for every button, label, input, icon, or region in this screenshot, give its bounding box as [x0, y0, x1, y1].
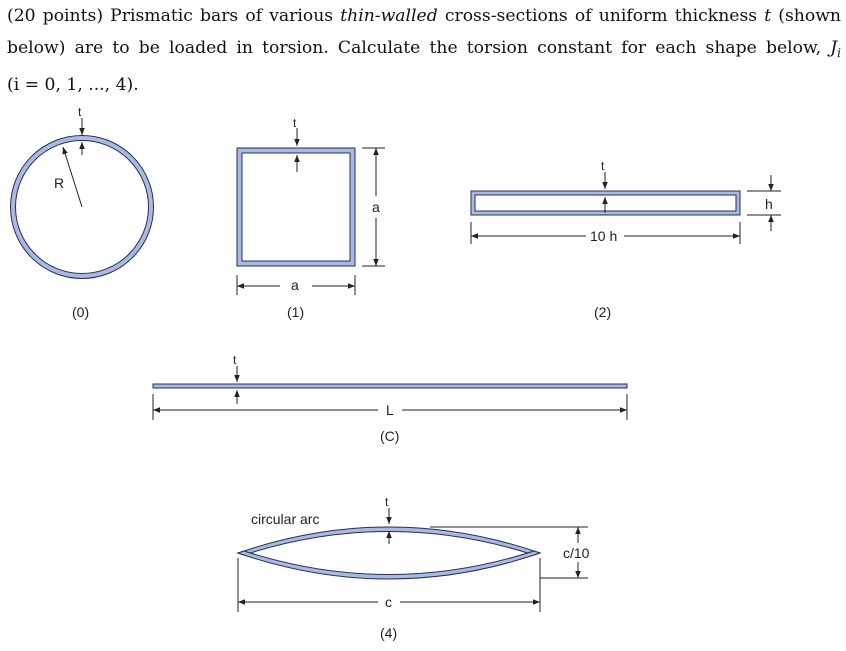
caption-0: (0) [72, 304, 90, 320]
length-label: L [386, 402, 394, 418]
thickness-symbol: t [764, 6, 772, 26]
caption-2: (2) [594, 304, 612, 320]
shape-2-rectangle [471, 159, 781, 320]
side-label-right: a [372, 199, 380, 215]
caption-3: (C) [380, 428, 400, 444]
shape-0-circle [13, 105, 151, 320]
rise-label: c/10 [563, 545, 590, 561]
caption-1: (1) [287, 304, 305, 320]
shape-1-square [237, 116, 385, 320]
torsion-symbol: J [830, 38, 838, 58]
arc-label: circular arc [251, 511, 320, 527]
problem-line-3: (i = 0, 1, ..., 4). [7, 75, 139, 96]
square-inner [242, 153, 350, 261]
strip [153, 384, 627, 388]
shape-4-lens [238, 495, 590, 641]
lower-arc [238, 551, 540, 579]
problem-text: (shown [771, 6, 841, 26]
caption-4: (4) [380, 625, 398, 641]
shape-3-strip [153, 353, 627, 444]
radius-label: R [54, 175, 65, 191]
problem-text: (20 points) Prismatic bars of various [7, 6, 341, 26]
thickness-label: t [601, 159, 605, 173]
thickness-label: t [78, 105, 82, 119]
problem-text: below) are to be loaded in torsion. Calculate the torsion constant for each shape below, [7, 38, 822, 58]
length-label: 10 h [590, 228, 618, 244]
side-label-bottom: a [291, 277, 299, 293]
radius-arrow [63, 147, 82, 207]
problem-emphasis: thin-walled [340, 6, 438, 26]
thickness-label: t [385, 495, 389, 509]
problem-text: cross-sections of uniform thickness [437, 6, 765, 26]
thickness-label: t [233, 353, 237, 367]
height-label: h [765, 196, 773, 212]
chord-label: c [385, 594, 392, 610]
torsion-subscript: i [837, 46, 841, 61]
thickness-label: t [293, 116, 297, 130]
